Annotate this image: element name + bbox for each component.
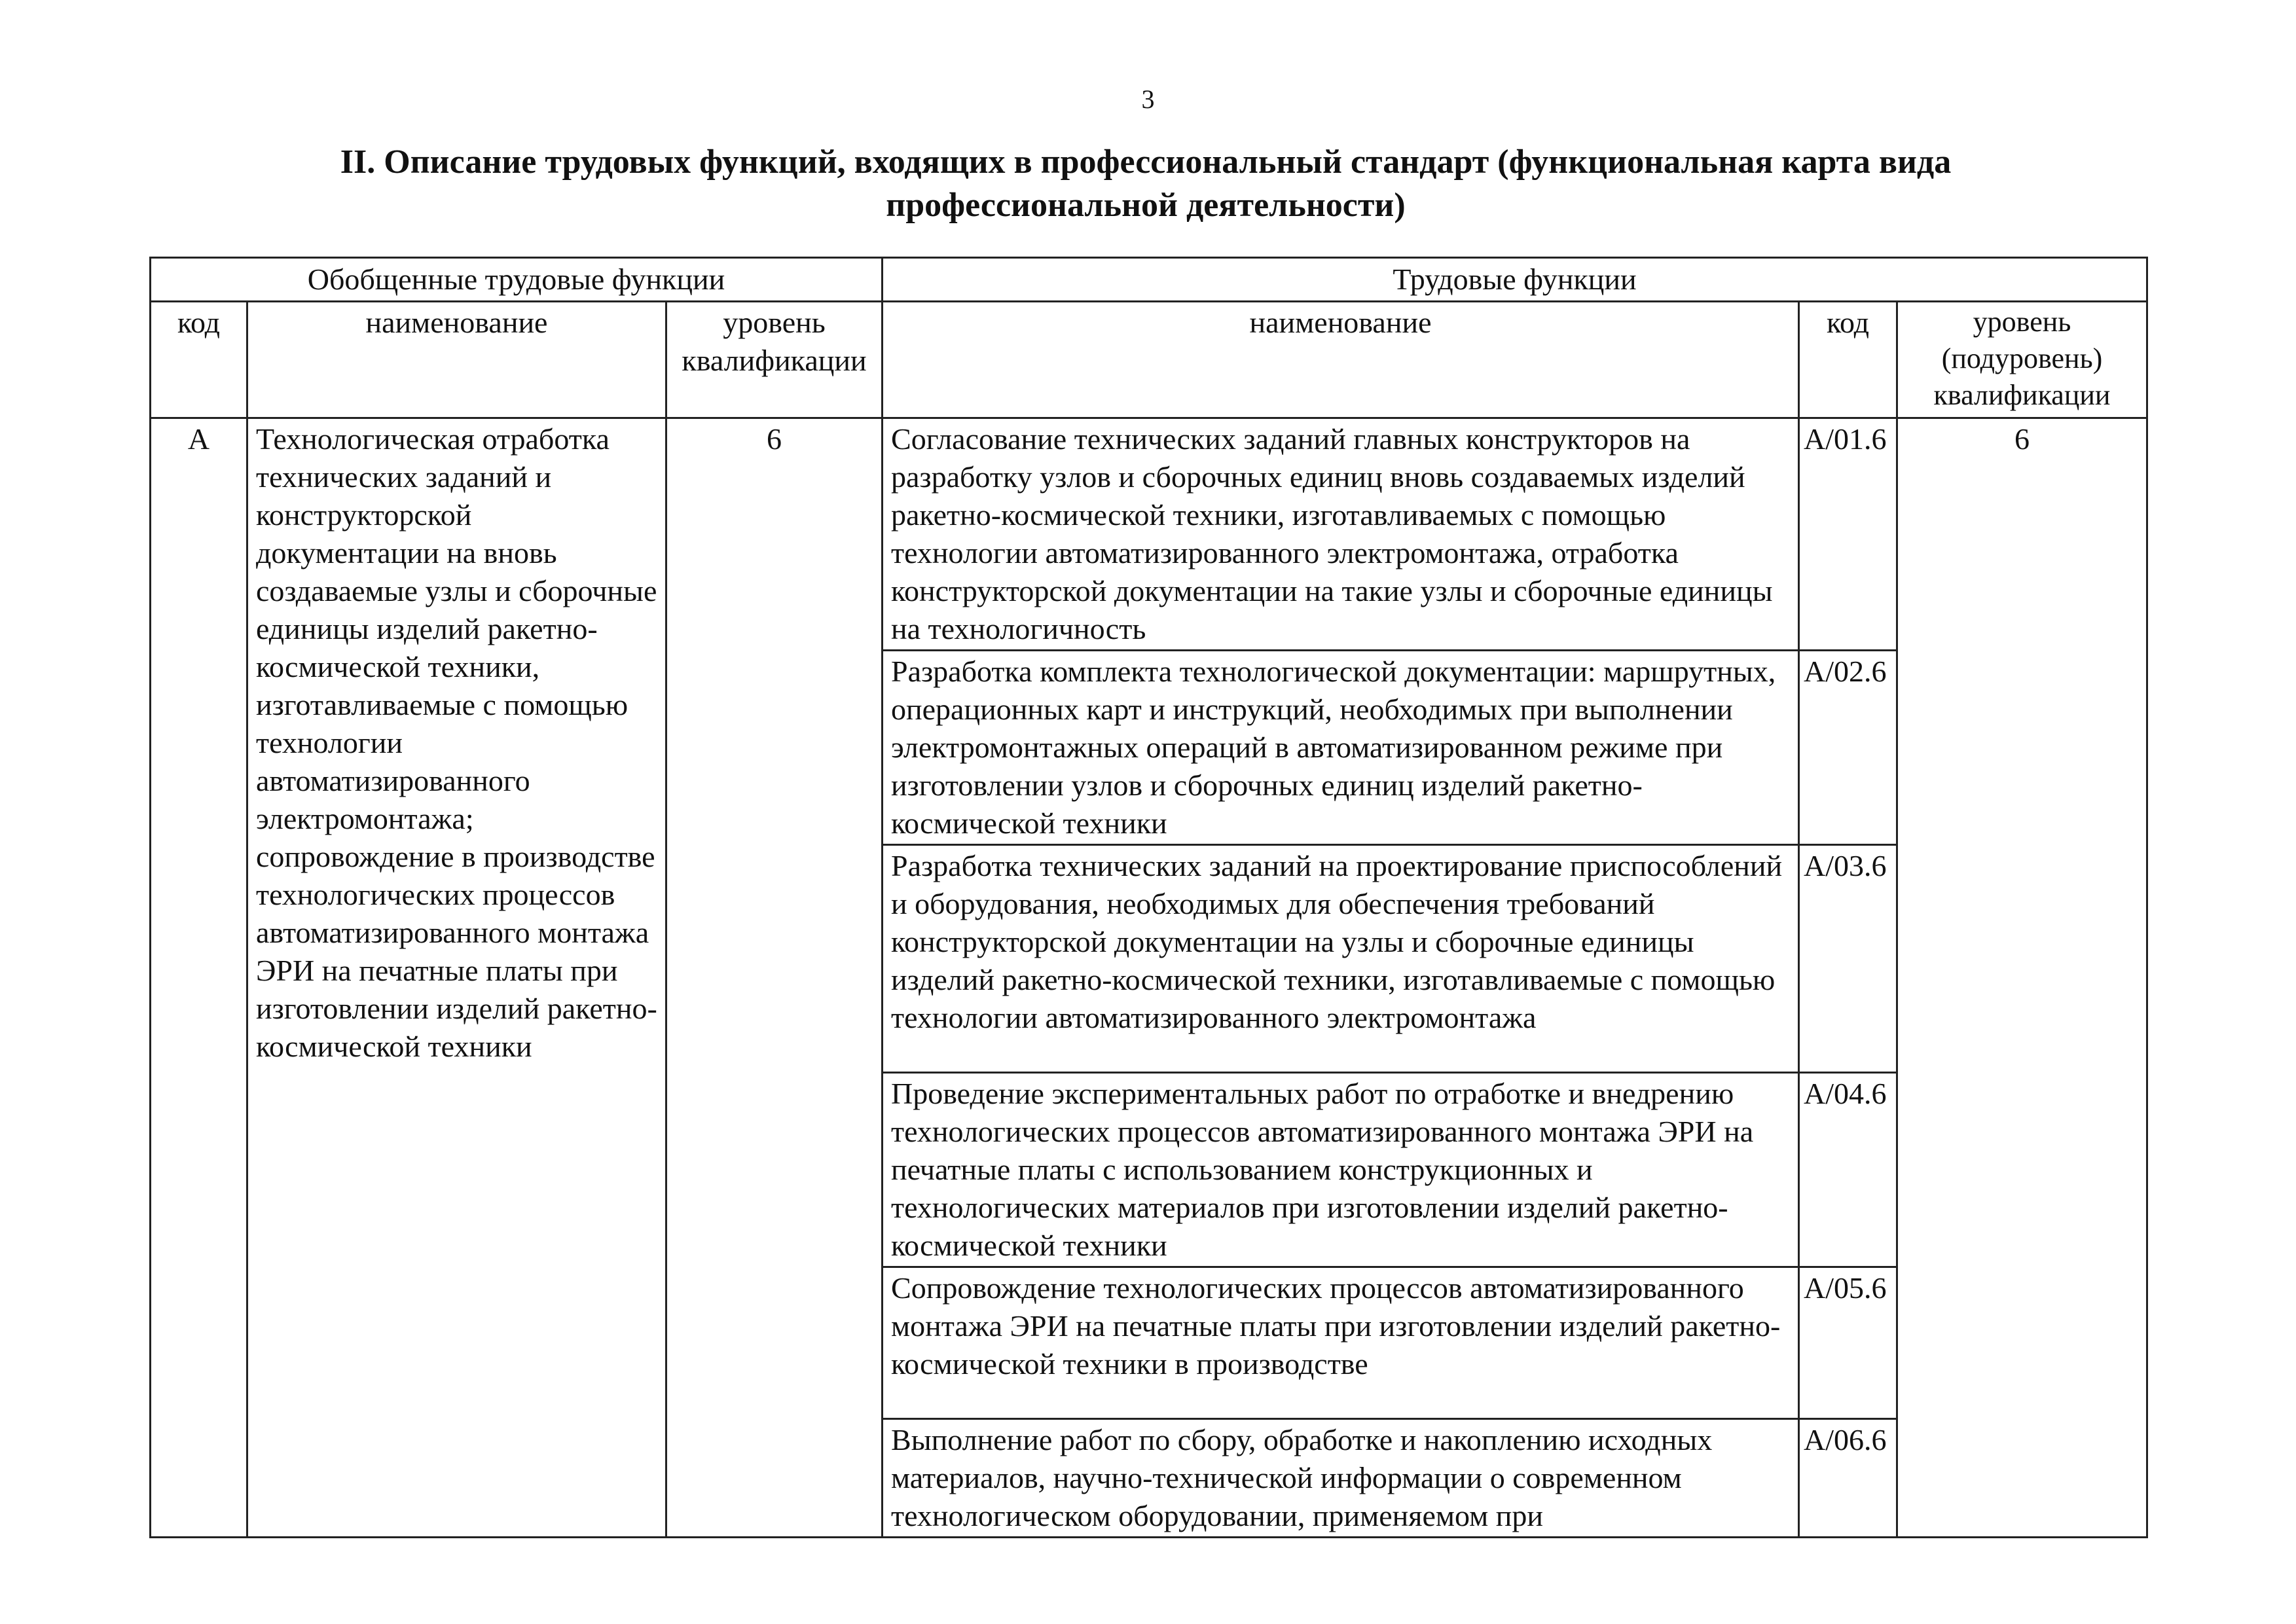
labor-function-code: А/06.6 (1799, 1419, 1897, 1538)
gen-function-name: Технологическая отработка технических заданий и конструкторской документации на вновь создаваемые узлы и сборочные единицы изделий ракетно-космической техники, изготавливаемые с помощью технологии автоматизированного электромонтажа; сопровождение в производстве технологических процессов автоматизированного монтажа ЭРИ на печатные платы при изготовлении изделий ракетно-космической техники (247, 418, 666, 1538)
labor-function-name: Разработка технических заданий на проектирование приспособлений и оборудования, необходимых для обеспечения требований конструкторской документации на узлы и сборочные единицы изделий ракетно-космической техники, изготавливаемые с помощью технологии автоматизированного электромонтажа (883, 845, 1799, 1073)
table-row (151, 418, 2147, 651)
section-title-line-1: II. Описание трудовых функций, входящих в профессиональный стандарт (функциональная карта вида (340, 143, 1952, 181)
gen-name-header: наименование (247, 302, 666, 418)
section-title (157, 141, 2134, 227)
labor-function-level: 6 (1897, 418, 2147, 1538)
labor-function-code: А/02.6 (1799, 651, 1897, 845)
gen-level-header: уровень квалификации (666, 302, 883, 418)
labor-function-name: Разработка комплекта технологической документации: маршрутных, операционных карт и инструкций, необходимых при выполнении электромонтажных операций в автоматизированном режиме при изготовлении узлов и сборочных единиц изделий ракетно-космической техники (883, 651, 1799, 845)
section-title-line-2: профессиональной деятельности) (886, 187, 1406, 224)
gen-code-header: код (151, 302, 247, 418)
tf-name-header: наименование (883, 302, 1799, 418)
generalized-functions-header: Обобщенные трудовые функции (151, 258, 883, 302)
labor-function-code: А/05.6 (1799, 1267, 1897, 1419)
labor-function-code: А/03.6 (1799, 845, 1897, 1073)
column-header-row (151, 302, 2147, 418)
tf-code-header: код (1799, 302, 1897, 418)
labor-function-code: А/04.6 (1799, 1073, 1897, 1267)
labor-function-name: Согласование технических заданий главных конструкторов на разработку узлов и сборочных единиц вновь создаваемых изделий ракетно-космической техники, изготавливаемых с помощью технологии автоматизированного электромонтажа, отработка конструкторской документации на такие узлы и сборочные единицы на технологичность (883, 418, 1799, 651)
group-header-row (151, 258, 2147, 302)
labor-function-code: А/01.6 (1799, 418, 1897, 651)
labor-function-name: Проведение экспериментальных работ по отработке и внедрению технологических процессов автоматизированного монтажа ЭРИ на печатные платы с использованием конструкционных и технологических материалов при изготовлении изделий ракетно-космической техники (883, 1073, 1799, 1267)
page-number: 3 (1141, 84, 1155, 114)
gen-function-level: 6 (666, 418, 883, 1538)
labor-functions-header: Трудовые функции (883, 258, 2147, 302)
labor-function-name: Сопровождение технологических процессов автоматизированного монтажа ЭРИ на печатные платы при изготовлении изделий ракетно-космической техники в производстве (883, 1267, 1799, 1419)
functional-map-table (149, 257, 2148, 1538)
tf-level-header: уровень (подуровень) квалификации (1897, 302, 2147, 418)
labor-function-name: Выполнение работ по сбору, обработке и накоплению исходных материалов, научно-технической информации о современном технологическом оборудовании, применяемом при (883, 1419, 1799, 1538)
gen-function-code: А (151, 418, 247, 1538)
